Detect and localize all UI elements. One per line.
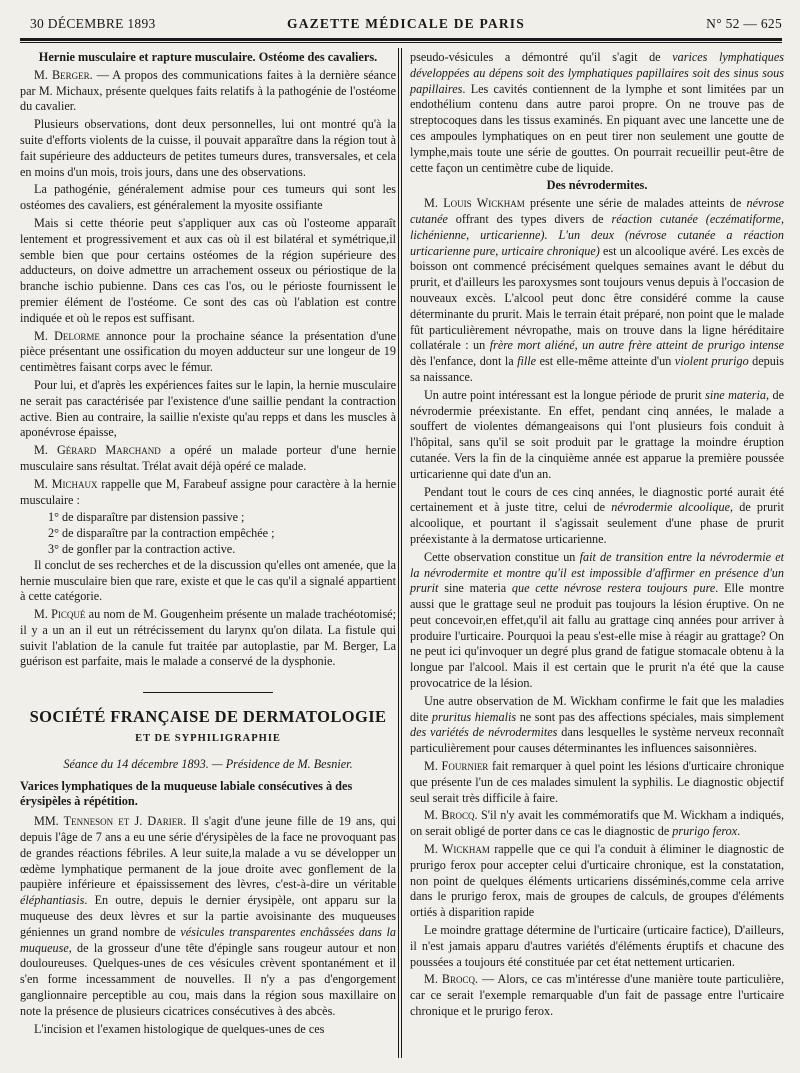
section-title-hernie: Hernie musculaire et rapture musculaire. Ostéome des cavaliers. <box>38 50 378 64</box>
section-separator <box>143 692 273 693</box>
paragraph-text: rappelle que ce qui l'a conduit à éliminer le diagnostic de prurigo ferox pour accepter celui d'urticaire chronique, est la constatation, non point de quelques éléments urticariens disséminés,comme cela arrive dans le prurigo ferox, mais de groupes de calculs, de groupes d'éléments ortiés à disparition rapide <box>410 842 784 920</box>
paragraph-text: pseudo-vésicules a démontré qu'il s'agit de <box>410 50 673 64</box>
header-rule-thick <box>20 38 782 41</box>
paragraph-picque <box>20 607 396 670</box>
paragraph-text: sine materia <box>438 581 512 596</box>
society-heading: SOCIÉTÉ FRANÇAISE DE DERMATOLOGIE <box>29 707 387 727</box>
paragraph-text: dans lesquelles le système nerveux reconnaît particulièrement pour causes déterminantes les influences saisonnières. <box>410 725 784 756</box>
column-divider <box>398 48 399 1058</box>
paragraph-text: Cette observation constitue un <box>424 549 580 564</box>
paragraph-text: offrant des types divers de <box>447 211 612 226</box>
paragraph-text: annonce pour la prochaine séance la présentation d'une pièce présentant une ossification du moyen adducteur sur une longeur de 19 centimètres faisant corps avec le fémur. <box>20 328 396 375</box>
italic-term: névrodermie alcoolique <box>611 500 731 515</box>
speaker-name: M. Delorme <box>34 328 100 343</box>
seance-date: Séance du 14 décembre 1893. <box>63 756 209 771</box>
paragraph <box>410 694 784 757</box>
paragraph-text: depuis sa naissance. <box>410 354 784 384</box>
paragraph-text: Il s'agit d'une jeune fille de 19 ans, qui depuis l'âge de 7 ans a eu une série d'érysipèles de la face ne provoquant pas de grandes réactions fébriles. A leur suite,la malade a vu se développer un œdème lymphatique permanent de la joue droite avec gonflement de la paupière inférieure et épaississement des lèvres, c'est-à-dire un véritable <box>20 814 397 892</box>
paragraph-michaux <box>20 477 396 509</box>
paragraph-text: , de la grosseur d'une tête d'épingle sans rougeur autour et non douloureuses. Quelques-unes de ces vésicules crèvent spontanément et il s'en forme incessamment de nouvelles. Il n'y a pas d'engorgement ganglionnaire perceptible au cou, mais dans la région sous maxillaire on note la présence de plusieurs cicatrices consécutives à des abcès. <box>20 940 396 1018</box>
header-rule-thin <box>20 42 782 43</box>
paragraph-text: , de névrodermie préexistante. En effet, pendant cinq années, le malade a souffert de violentes démangeaisons qui l'ont plusieurs fois conduit à l'hôpital, sans qu'il se soit produit par le grattage la moindre éruption cutanée. Vers la fin de la cinquième année est apparue la première poussée urticarienne qui date d'un an. <box>410 387 784 481</box>
speaker-name: M. Brocq. <box>424 972 479 987</box>
paragraph-wickham-reply <box>410 842 784 921</box>
paragraph-delorme <box>20 329 396 376</box>
italic-term: vésicules transparentes enchâssées dans la muqueuse <box>20 924 396 955</box>
paragraph-text: . <box>737 824 741 839</box>
list-item: 3° de gonfler par la contraction active. <box>48 541 236 556</box>
speaker-name: M. Michaux <box>34 476 98 491</box>
italic-term: fait de transition entre la névrodermie et la névrodermite et montre qu'il est impossible d'affirmer en présence d'un prurit <box>410 549 784 596</box>
section-title-varices: Varices lymphatiques de la muqueuse labiale consécutives à des érysipèles à répétition. <box>20 778 353 809</box>
paragraph <box>410 550 784 692</box>
paragraph: Le moindre grattage détermine de l'urticaire (urticaire factice), D'ailleurs, il n'est jamais apparu d'autres variétés d'éléments éruptifs et chacune des poussées a toujours été constituée par cet état nettement urticarien. <box>410 923 784 969</box>
list-item: 1° de disparaître par distension passive ; <box>48 510 245 525</box>
italic-term: éléphantiasis <box>20 893 85 908</box>
paragraph-text: . Elle montre aussi que le grattage seul ne produit pas toujours la lésion éruptive. On ne peut concevoir,en effet,qu'il ait fallu au grattage cinq années pour arriver à produire l'urticaire. Pourquoi la peau s'est-elle mise à réagir au grattage? On ne peut ici qu'invoquer un degré plus grand de fatigue stomacale obtenu à la longue par l'alcool. Mais il est certain que le prurit n'a été que la cause provocatrice de la lésion. <box>410 581 784 691</box>
paragraph-continued <box>410 50 784 176</box>
paragraph-text: fait remarquer à quel point les lésions d'urticaire chronique que présente l'un de ces malades simulent la syphilis. Le diagnostic objectif seul serait très difficile à faire. <box>410 759 784 805</box>
italic-term: frère mort aliéné, un autre frère atteint de prurigo intense <box>489 338 784 353</box>
paragraph: L'incision et l'examen histologique de quelques-unes de ces <box>34 1021 325 1036</box>
page-header <box>30 14 782 36</box>
list-item: 2° de disparaître par la contraction empêchée ; <box>48 526 275 541</box>
seance-line <box>20 757 396 773</box>
paragraph-text: . Les cavités contiennent de la lymphe et sont limitées par un endothélium contenu dans autre paroi propre. On ne trouve pas de streptocoques dans les tissus examinés. En piquant avec une lancette une de ces ampoules lymphatiques on en peut tirer non seulement une goutte de lymphe,mais toute une série de gouttes. On pourrait recueillir peut-être de cette façon un centimètre cube de liquide. <box>410 81 784 175</box>
paragraph <box>410 485 784 548</box>
paragraph: La pathogénie, généralement admise pour ces tumeurs qui sont les ostéomes des cavaliers, est généralement la myosite ossifiante <box>20 182 396 213</box>
paragraph: Mais si cette théorie peut s'appliquer aux cas où l'osteome apparaît lentement et progressivement et aux cas où il est bilatéral et symétrique,il semble bien que pour certains ostéomes de la région supérieure des adducteurs, on doive admettre un arrachement osseux ou périostique de la branche ischio pubienne. Dans ces cas l'os, ou le périoste fournissent le premier élément de l'ostéome. Ce sont des cas où l'ablation est contre indiquée et où le repos est suffisant. <box>20 215 396 325</box>
paragraph-brocq <box>410 808 784 840</box>
paragraph <box>410 388 784 483</box>
paragraph-text: Un autre point intéressant est la longue période de prurit <box>424 387 706 402</box>
paragraph-text: . En outre, depuis le dernier érysipèle, ont apparu sur la muqueuse des deux lèvres et sur la partie avoisinante des muqueuses géniennes un grand nombre de <box>20 893 396 939</box>
paragraph: Plusieurs observations, dont deux personnelles, lui ont montré qu'à la suite d'efforts violents de la cuisse, il pouvait apparaître dans la région tout à fait supérieure des adducteurs de petites tumeurs dures, transversales, et cela en moins d'un mois, trois jours, dans une des observations. <box>20 117 396 179</box>
header-journal-title: GAZETTE MÉDICALE DE PARIS <box>287 16 525 31</box>
speaker-name: M. Wickham <box>424 842 490 857</box>
speaker-name: M. Berger. <box>34 67 93 82</box>
paragraph-text: est elle-même atteinte d'un <box>536 354 675 369</box>
paragraph-text: rappelle que M, Farabeuf assigne pour caractère à la hernie musculaire : <box>20 476 396 507</box>
speaker-name: M. Gérard Marchand <box>34 443 161 458</box>
italic-term: prurigo ferox <box>672 824 738 839</box>
paragraph-text: a opéré un malade porteur d'une hernie musculaire sans résultat. Trélat avait déjà opéré ce malade. <box>20 443 397 473</box>
italic-term: que cette névrose restera toujours pure <box>511 581 716 596</box>
paragraph-text: Pendant tout le cours de ces cinq années, le diagnostic porté aurait été certainement et à juste titre, celui de <box>410 484 784 515</box>
column-divider-second <box>401 48 402 1058</box>
italic-term: sine materia <box>705 387 767 402</box>
speaker-name: M. Louis Wickham <box>424 196 525 211</box>
paragraph-text: S'il n'y avait les commémoratifs que M. Wickham a indiqués, on serait obligé de porter dans ce cas le diagnostic de <box>410 808 784 839</box>
paragraph-text: , de prurit alcoolique, et pourtant il s'agissait seulement d'une phase de prurit préexistante à la dermatose urticarienne. <box>410 500 784 546</box>
italic-term: varices lymphatiques développées au dépens soit des lymphatiques papillaires soit des sinus sous papillaires <box>410 50 784 96</box>
italic-term: névrose cutanée <box>410 196 784 226</box>
speaker-name: M. Fournier <box>424 759 489 774</box>
section-title-nevrodermites: Des névrodermites. <box>546 178 648 193</box>
paragraph: Il conclut de ses recherches et de la discussion qu'elles ont amenée, que la hernie musculaire bien que rare, existe et que le cas qu'il a signalé appartient à cette catégorie. <box>20 557 396 604</box>
left-column <box>20 50 396 1039</box>
paragraph-text: au nom de M. Gougenheim présente un malade trachéotomisé; il y a un an il eut un rétrécissement du larynx qu'on dilata. La fistule qui suivit l'ablation de la canule fut traitée par autoplastie, par M. Berger, La guérison est parfaite, mais le malade a conservé de la dysphonie. <box>20 607 396 669</box>
right-column <box>410 50 784 1022</box>
speaker-name: M. Picqué <box>34 607 86 622</box>
seance-presidency: — Présidence de M. Besnier. <box>208 756 353 771</box>
paragraph-text: — A propos des communications faites à la dernière séance par M. Michaux, présente quelques faits relatifs à la pathogénie de l'ostéome du cavalier. <box>20 67 396 114</box>
paragraph-fournier <box>410 759 784 806</box>
paragraph: Pour lui, et d'après les expériences faites sur le lapin, la hernie musculaire ne serait pas caractérisée par l'existence d'une saillie pendant la contraction active. Bien au contraire, la saillie n'existe qu'au repps et dans les muscles à aponévrose épaisse, <box>20 377 396 440</box>
header-issue-page: N° 52 — 625 <box>706 16 782 31</box>
italic-term: réaction cutanée (eczématiforme, lichénienne, urticarienne). L'un deux (névrose cutanée a réaction urticarienne pure, urticaire chronique) <box>410 211 784 258</box>
paragraph-text: Une autre observation de M. Wickham confirme le fait que les maladies dite <box>410 693 784 724</box>
paragraph-tenneson-darier <box>20 814 396 1019</box>
paragraph-marchand <box>20 443 396 475</box>
header-date: 30 DÉCEMBRE 1893 <box>30 16 156 31</box>
italic-term: des variétés de névrodermites <box>410 725 558 740</box>
speaker-name: MM. Tenneson et J. Darier. <box>34 814 187 829</box>
paragraph-berger <box>20 68 396 115</box>
speaker-name: M. Brocq. <box>424 808 478 823</box>
italic-term: fille <box>517 354 537 369</box>
society-subheading: ET DE SYPHILIGRAPHIE <box>135 733 281 745</box>
paragraph-text: est un alcoolique avéré. Les excès de boisson ont commencé précisément quelques semaines avant le début du prurit, et d'ailleurs les paroxysmes sont toujours venus depuis à l'occasion de nouveaux excès. L'alcool peut donc être considéré comme la cause déterminante du prurit. Mais le terrain était préparé, non point que le malade fût particulièrement névropathe, mais on trouve dans la ligne héréditaire collatérale : un <box>410 243 785 353</box>
italic-term: pruritus hiemalis <box>431 709 517 724</box>
paragraph-brocq-reply <box>410 972 784 1019</box>
paragraph-text: dès l'enfance, dont la <box>410 354 518 369</box>
paragraph-text: — Alors, ce cas m'intéresse d'une manière toute particulière, car ce serait l'exemple remarquable d'un fait de passage entre l'urticaire chronique et le prurigo ferox. <box>410 972 784 1019</box>
italic-term: violent prurigo <box>674 354 749 369</box>
paragraph-wickham <box>410 196 784 386</box>
paragraph-text: présente une série de malades atteints de <box>524 196 747 211</box>
paragraph-text: ne sont pas des affections spéciales, mais simplement <box>516 709 785 724</box>
